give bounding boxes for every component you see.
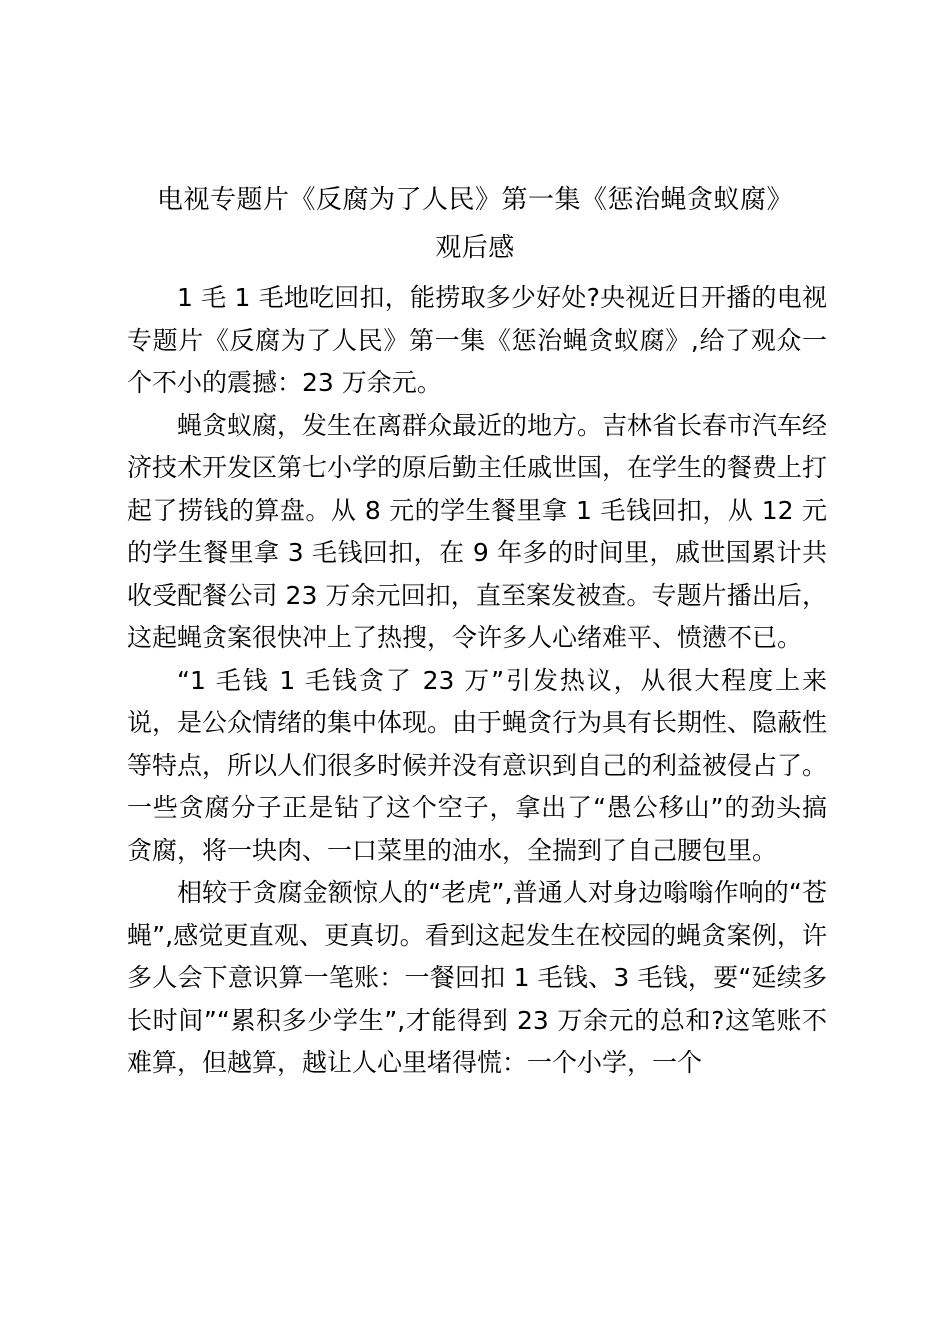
document-body xyxy=(127,277,827,1085)
paragraph-3: “1 毛钱 1 毛钱贪了 23 万”引发热议，从很大程度上来说，是公众情绪的集中体现。由于蝇贪行为具有长期性、隐蔽性等特点，所以人们很多时候并没有意识到自己的利益被侵占了。一些贪腐分子正是钻了这个空子，拿出了“愚公移山”的劲头搞贪腐，将一块肉、一口菜里的油水，全揣到了自己腰包里。 xyxy=(127,665,828,865)
paragraph-2: 蝇贪蚁腐，发生在离群众最近的地方。吉林省长春市汽车经济技术开发区第七小学的原后勤主任戚世国，在学生的餐费上打起了捞钱的算盘。从 8 元的学生餐里拿 1 毛钱回扣，从 12 元的学生餐里拿 3 毛钱回扣，在 9 年多的时间里，戚世国累计共收受配餐公司 23 万余元回扣，直至案发被查。专题片播出后，这起蝇贪案很快冲上了热搜，令许多人心绪难平、愤懑不已。 xyxy=(127,410,828,652)
title-line-1: 电视专题片《反腐为了人民》第一集《惩治蝇贪蚁腐》 xyxy=(156,185,793,215)
paragraph-1: 1 毛 1 毛地吃回扣，能捞取多少好处?央视近日开播的电视专题片《反腐为了人民》第一集《惩治蝇贪蚁腐》,给了观众一个不小的震撼：23 万余元。 xyxy=(127,283,827,397)
paragraph-4: 相较于贪腐金额惊人的“老虎”,普通人对身边嗡嗡作响的“苍蝇”,感觉更直观、更真切。看到这起发生在校园的蝇贪案例，许多人会下意识算一笔账：一餐回扣 1 毛钱、3 毛钱，要“延续多长时间”“累积多少学生”,才能得到 23 万余元的总和?这笔账不难算，但越算，越让人心里堵得慌：一个小学，一个 xyxy=(127,878,827,1077)
title-line-2: 观后感 xyxy=(435,233,515,263)
document-title xyxy=(110,176,840,272)
